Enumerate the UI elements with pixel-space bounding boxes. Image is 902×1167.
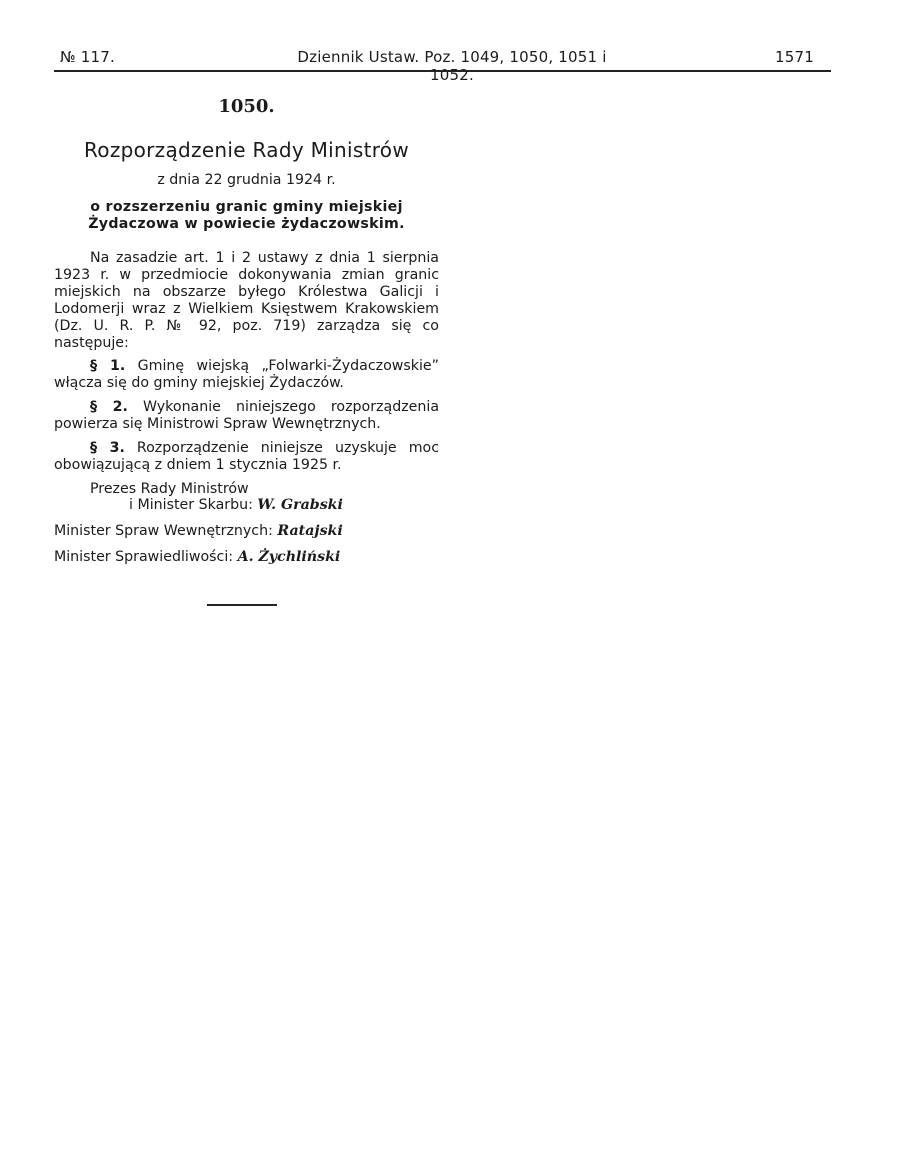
- section-2-label: § 2.: [90, 399, 128, 415]
- document-title: Rozporządzenie Rady Ministrów: [83, 138, 410, 162]
- signature-2-name: W. Grabski: [257, 497, 343, 513]
- journal-header: Dziennik Ustaw. Poz. 1049, 1050, 1051 i 1052.: [297, 48, 607, 84]
- page-number: 1571: [775, 48, 814, 66]
- document-subject: o rozszerzeniu granic gminy miejskiej Żydaczowa w powiecie żydaczowskim.: [88, 199, 405, 232]
- signature-4-role: Minister Sprawiedliwości:: [54, 549, 234, 565]
- header-rule: [54, 70, 831, 72]
- signature-line-3: [54, 523, 343, 540]
- section-1-text: Gminę wiejską „Folwarki-Żydaczowskie” włącza się do gminy miejskiej Żydaczów.: [54, 358, 440, 391]
- signature-3-name: Ratajski: [277, 523, 343, 539]
- signature-2-role: i Minister Skarbu:: [129, 497, 253, 513]
- preamble: Na zasadzie art. 1 i 2 ustawy z dnia 1 sierpnia 1923 r. w przedmiocie dokonywania zmian granic miejskich na obszarze byłego Królestwa Galicji i Lodomerji wraz z Wielkiem Księstwem Krakowskiem (Dz. U. R. P. № 92, poz. 719) zarządza się co następuje:: [54, 250, 439, 351]
- section-3-text: Rozporządzenie niniejsze uzyskuje moc obowiązującą z dniem 1 stycznia 1925 r.: [54, 440, 439, 473]
- section-3: [54, 440, 439, 474]
- section-1: [54, 358, 439, 392]
- signature-line-2: [129, 497, 343, 514]
- signature-4-name: A. Żychliński: [237, 549, 341, 565]
- position-number: 1050.: [218, 96, 275, 117]
- issue-number: № 117.: [60, 48, 115, 66]
- document-body: [54, 250, 439, 352]
- signature-line-1: Prezes Rady Ministrów: [90, 481, 249, 497]
- section-2: [54, 399, 439, 433]
- section-1-label: § 1.: [90, 358, 126, 374]
- signature-line-4: [54, 549, 340, 566]
- signature-3-role: Minister Spraw Wewnętrznych:: [54, 523, 273, 539]
- section-2-text: Wykonanie niniejszego rozporządzenia powierza się Ministrowi Spraw Wewnętrznych.: [54, 399, 440, 432]
- document-date: z dnia 22 grudnia 1924 r.: [157, 172, 336, 188]
- end-rule: [207, 604, 277, 606]
- section-3-label: § 3.: [90, 440, 125, 456]
